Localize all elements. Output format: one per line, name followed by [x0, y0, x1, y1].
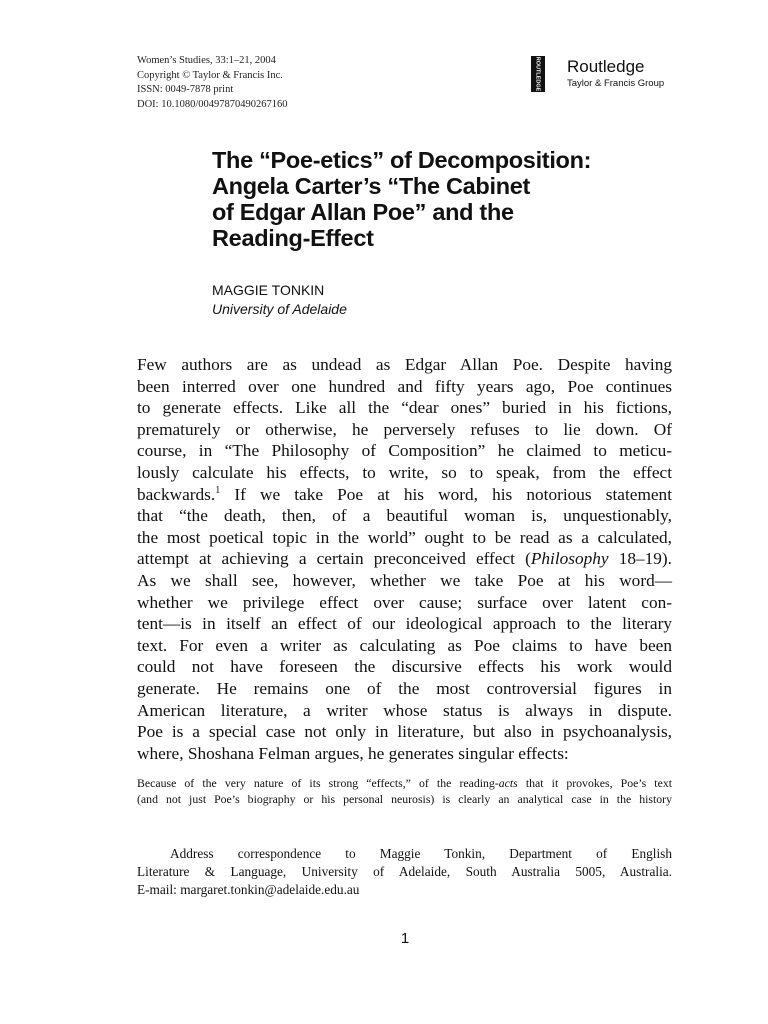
body-line: Poe is a special case not only in literature, but also in psychoanalysis, [137, 722, 672, 742]
body-text-fragment: attempt at achieving a certain preconceived effect ( [137, 549, 531, 569]
correspondence-line: Address correspondence to Maggie Tonkin, Department of English [170, 846, 672, 861]
body-line: could not have foreseen the discursive effects his work would [137, 657, 672, 677]
quote-text-fragment: that it provokes, Poe’s text [517, 776, 672, 790]
article-title [212, 147, 712, 251]
quote-line [137, 775, 672, 791]
body-line: generate. He remains one of the most controversial figures in [137, 678, 672, 698]
issn-line: ISSN: 0049-7878 print [137, 84, 234, 95]
body-line: Few authors are as undead as Edgar Allan Poe. Despite having [137, 355, 672, 374]
logo-mark-text: ROUTLEDGE [534, 56, 541, 92]
author-name: MAGGIE TONKIN [212, 282, 325, 298]
block-quote [137, 775, 672, 807]
publisher-name: Routledge [567, 57, 645, 76]
correspondence-note [137, 845, 672, 899]
cited-work-title: Philosophy [530, 549, 609, 569]
body-line: prematurely or otherwise, he perversely refuses to lie down. Of [137, 419, 672, 439]
correspondence-email[interactable]: E-mail: margaret.tonkin@adelaide.edu.au [137, 882, 360, 897]
body-paragraph [137, 354, 672, 764]
page-number: 1 [400, 930, 410, 947]
title-line: Reading-Effect [212, 225, 374, 251]
title-line: Angela Carter’s “The Cabinet [212, 173, 531, 199]
body-line: As we shall see, however, whether we take Poe at his word— [137, 570, 672, 590]
body-line: that “the death, then, of a beautiful woman is, unquestionably, [137, 506, 672, 526]
body-line: lously calculate his effects, to write, so to speak, from the effect [137, 462, 672, 482]
body-text-fragment: If we take Poe at his word, his notorious statement [220, 484, 672, 504]
author-affiliation: University of Adelaide [212, 301, 347, 317]
footnote-marker[interactable]: 1 [215, 484, 221, 496]
body-line: text. For even a writer as calculating as Poe claims to have been [137, 635, 672, 655]
quote-text-fragment: Because of the very nature of its strong “effects,” of the reading- [137, 776, 499, 790]
body-text-fragment: 18–19). [608, 549, 672, 569]
doi-line: DOI: 10.1080/00497870490267160 [137, 98, 288, 110]
body-text-fragment: backwards. [137, 484, 216, 504]
body-line: been interred over one hundred and fifty years ago, Poe continues [137, 376, 672, 396]
quote-emphasis: acts [498, 776, 518, 790]
body-line: whether we privilege effect over cause; surface over latent con- [137, 592, 672, 612]
title-line: of Edgar Allan Poe” and the [212, 199, 514, 225]
body-line [137, 548, 672, 570]
body-line: where, Shoshana Felman argues, he generates singular effects: [137, 743, 569, 763]
title-line: The “Poe-etics” of Decomposition: [212, 147, 592, 173]
journal-citation: Women’s Studies, 33:1–21, 2004 [137, 55, 276, 66]
publisher-logo [531, 54, 691, 94]
body-line: to generate effects. Like all the “dear ones” buried in his fictions, [137, 398, 672, 418]
routledge-mark-icon [531, 56, 545, 92]
quote-line: (and not just Poe’s biography or his personal neurosis) is clearly an analytical case in the history [137, 792, 672, 806]
body-line: American literature, a writer whose status is always in dispute. [137, 700, 672, 720]
body-line [137, 484, 672, 506]
journal-meta [137, 54, 288, 112]
body-line: course, in “The Philosophy of Composition” he claimed to meticu- [137, 441, 672, 461]
body-line: tent—is in itself an effect of our ideological approach to the literary [137, 614, 672, 634]
body-line: the most poetical topic in the world” ought to be read as a calculated, [137, 527, 672, 547]
publisher-group: Taylor & Francis Group [567, 78, 665, 89]
copyright-line: Copyright © Taylor & Francis Inc. [137, 69, 283, 81]
correspondence-line: Literature & Language, University of Adelaide, South Australia 5005, Australia. [137, 864, 672, 879]
